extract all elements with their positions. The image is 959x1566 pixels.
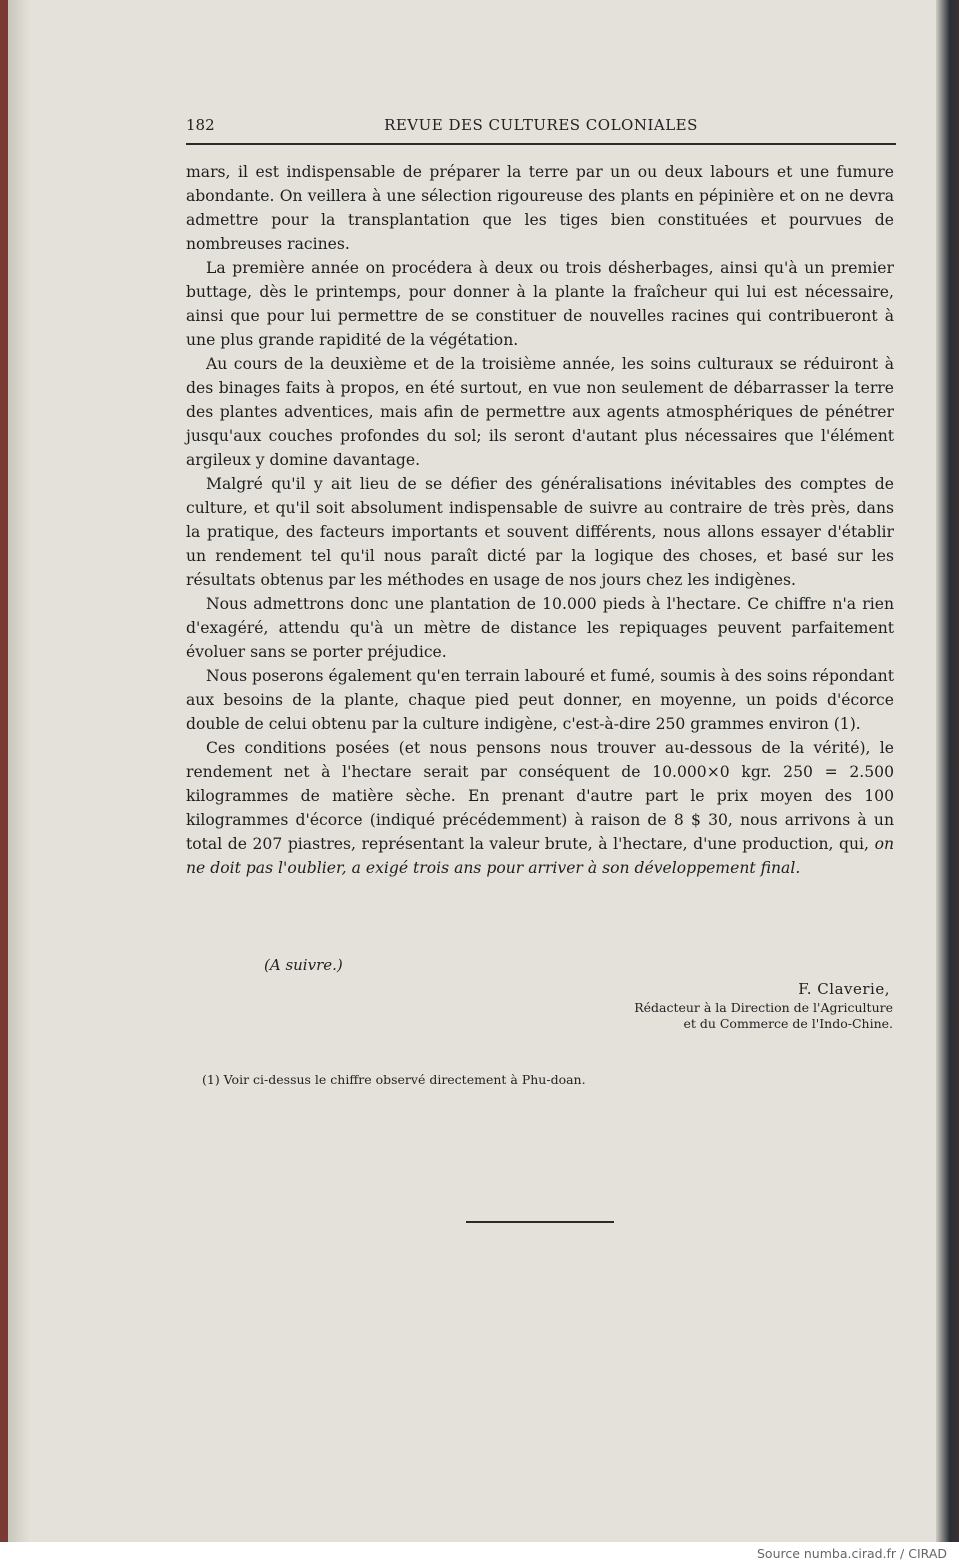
final-paragraph-italic: on ne doit pas l'oublier, a exigé trois ans pour arriver à son développement final. (186, 835, 894, 877)
affiliation-line-2: et du Commerce de l'Indo-Chine. (683, 1016, 893, 1031)
book-spine-edge (0, 0, 8, 1542)
final-paragraph-text: Ces conditions posées (et nous pensons nous trouver au-dessous de la vérité), le rendement net à l'hectare serait par conséquent de 10.000×0 kgr. 250 = 2.500 kilogrammes de matière sèche. En prenant d'autre part le prix moyen des 100 kilogrammes d'écorce (indiqué précédemment) à raison de 8 $ 30, nous arrivons à un total de 207 piastres, représentant la valeur brute, à l'hectare, d'une production, qui, (186, 739, 894, 853)
author-signature: F. Claverie, (798, 980, 890, 998)
paragraph: mars, il est indispensable de préparer la terre par un ou deux labours et une fumure abondante. On veillera à une sélection rigoureuse des plants en pépinière et on ne devra admettre pour la transplantation que les tiges bien constituées et pourvues de nombreuses racines. (186, 163, 894, 253)
page-header (186, 116, 896, 140)
end-rule (466, 1221, 614, 1223)
paragraph: La première année on procédera à deux ou trois désherbages, ainsi qu'à un premier buttage, dès le printemps, pour donner à la plante la fraîcheur qui lui est nécessaire, ainsi que pour lui permettre de se constituer de nouvelles racines qui contribueront à une plus grande rapidité de la végétation. (186, 259, 894, 349)
final-paragraph (186, 736, 894, 880)
header-rule (186, 143, 896, 145)
page-number: 182 (186, 116, 215, 134)
source-credit: Source numba.cirad.fr / CIRAD (756, 1546, 947, 1561)
binding-shadow (8, 0, 30, 1542)
footnote: (1) Voir ci-dessus le chiffre observé directement à Phu-doan. (202, 1072, 586, 1087)
affiliation-line-1: Rédacteur à la Direction de l'Agriculture (634, 1000, 893, 1015)
article-body (186, 160, 894, 880)
paragraph: Nous poserons également qu'en terrain labouré et fumé, soumis à des soins répondant aux besoins de la plante, chaque pied peut donner, en moyenne, un poids d'écorce double de celui obtenu par la culture indigène, c'est-à-dire 250 grammes environ (1). (186, 667, 894, 733)
running-title: REVUE DES CULTURES COLONIALES (384, 116, 698, 134)
book-cover-edge (936, 0, 959, 1542)
paragraph: Malgré qu'il y ait lieu de se défier des généralisations inévitables des comptes de culture, et qu'il soit absolument indispensable de suivre au contraire de très près, dans la pratique, des facteurs importants et souvent différents, nous allons essayer d'établir un rendement tel qu'il nous paraît dicté par la logique des choses, et basé sur les résultats obtenus par les méthodes en usage de nos jours chez les indigènes. (186, 475, 894, 589)
paragraph: Au cours de la deuxième et de la troisième année, les soins culturaux se réduiront à des binages faits à propos, en été surtout, en vue non seulement de débarrasser la terre des plantes adventices, mais afin de permettre aux agents atmosphériques de pénétrer jusqu'aux couches profondes du sol; ils seront d'autant plus nécessaires que l'élément argileux y domine davantage. (186, 355, 894, 469)
author-affiliation (540, 1000, 893, 1032)
to-be-continued: (A suivre.) (264, 956, 343, 974)
paragraph: Nous admettrons donc une plantation de 10.000 pieds à l'hectare. Ce chiffre n'a rien d'exagéré, attendu qu'à un mètre de distance les repiquages peuvent parfaitement évoluer sans se porter préjudice. (186, 595, 894, 661)
